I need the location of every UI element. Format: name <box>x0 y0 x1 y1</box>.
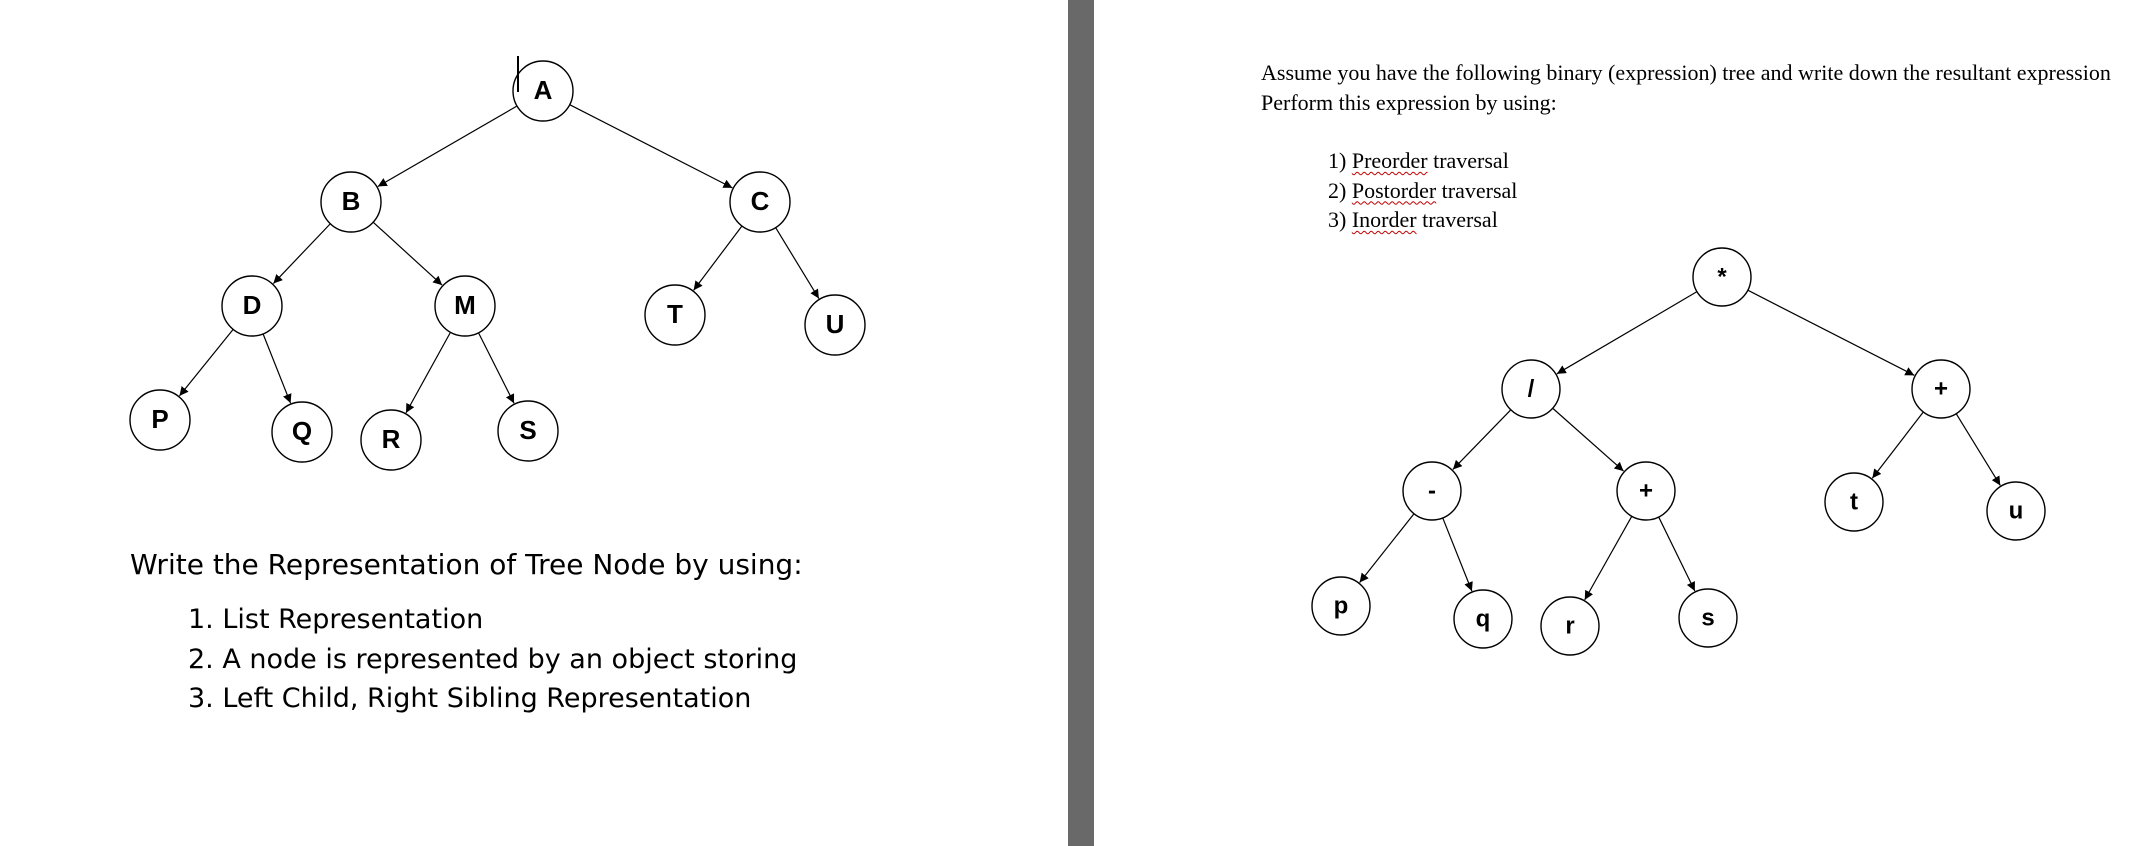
tree-node <box>1502 360 1560 418</box>
node-label: S <box>519 414 537 445</box>
node-label: B <box>341 185 361 216</box>
tree-edge <box>373 222 442 285</box>
node-label: + <box>1933 375 1949 403</box>
tree-edge <box>263 334 291 403</box>
right-page <box>1094 0 2140 846</box>
tree-edge <box>1557 292 1697 374</box>
tree-edge <box>1748 290 1914 375</box>
list-item <box>188 602 797 642</box>
expression-tree-prompt: Assume you have the following binary (expression) tree and write down the resultant expression Perform this expression by using: <box>1261 60 2111 115</box>
node-label: A <box>533 74 553 105</box>
item-number: 3. <box>188 683 214 714</box>
tree-node <box>498 401 558 461</box>
tree-edge <box>378 106 517 186</box>
tree-node <box>1912 360 1970 418</box>
node-label: t <box>1850 488 1858 516</box>
tree-edge <box>694 226 742 290</box>
node-label: D <box>242 289 262 320</box>
item-number: 2. <box>188 643 214 675</box>
item-text: List Representation <box>222 604 484 635</box>
node-label: p <box>1333 592 1349 620</box>
left-page <box>0 0 1068 846</box>
tree-node <box>130 390 190 450</box>
spellcheck-word[interactable]: Preorder <box>1351 148 1428 173</box>
tree-node <box>1312 577 1370 635</box>
node-label: C <box>750 185 770 216</box>
item-number: 1) <box>1328 148 1347 173</box>
tree-edge <box>1956 414 2000 486</box>
item-text: traversal <box>1422 207 1498 232</box>
tree-edge <box>1585 516 1632 600</box>
node-label: / <box>1527 375 1535 403</box>
tree-edge <box>776 228 819 299</box>
tree-node <box>1825 473 1883 531</box>
node-label: r <box>1565 612 1575 640</box>
item-number: 3) <box>1328 207 1347 232</box>
node-label: u <box>2008 497 2024 525</box>
item-number: 1. <box>188 604 214 635</box>
node-label: * <box>1717 263 1727 291</box>
node-label: Q <box>291 415 313 446</box>
tree-edge <box>1453 410 1511 470</box>
node-label: T <box>667 298 683 329</box>
tree-node <box>1541 597 1599 655</box>
text-cursor <box>517 56 519 92</box>
list-item <box>188 642 797 682</box>
tree-node <box>1617 462 1675 520</box>
node-label: + <box>1638 477 1654 505</box>
expression-tree-diagram <box>1094 0 2140 680</box>
tree-node <box>730 172 790 232</box>
node-label: - <box>1428 477 1436 505</box>
tree-node <box>1403 462 1461 520</box>
tree-edge <box>273 224 330 284</box>
tree-node <box>645 285 705 345</box>
tree-edge <box>1872 412 1923 478</box>
spellcheck-word[interactable]: Postorder <box>1351 177 1437 203</box>
tree-node <box>1693 248 1751 306</box>
list-item <box>188 681 797 721</box>
spellcheck-word[interactable]: Inorder <box>1351 207 1417 232</box>
tree-node <box>272 402 332 462</box>
node-label: q <box>1475 605 1491 633</box>
page-divider <box>1068 0 1094 846</box>
tree-node <box>361 410 421 470</box>
tree-node <box>222 276 282 336</box>
item-number: 2) <box>1328 177 1347 203</box>
node-label: U <box>825 308 845 339</box>
tree-node <box>805 295 865 355</box>
tree-edge <box>1443 518 1472 591</box>
node-label: s <box>1701 604 1715 632</box>
tree-edge <box>1360 514 1414 583</box>
node-label: P <box>151 403 169 434</box>
tree-node <box>1454 590 1512 648</box>
item-text: traversal <box>1441 177 1518 203</box>
tree-edge <box>479 333 515 404</box>
node-label: M <box>454 289 476 320</box>
tree-node <box>1679 589 1737 647</box>
node-label: R <box>381 423 401 454</box>
item-text: A node is represented by an object storing <box>222 643 798 675</box>
representation-list <box>188 602 797 721</box>
tree-edge <box>179 329 233 396</box>
tree-node <box>1987 482 2045 540</box>
tree-node <box>435 276 495 336</box>
letter-tree-diagram <box>0 0 1068 520</box>
item-text: traversal <box>1433 148 1509 173</box>
tree-node <box>321 172 381 232</box>
tree-node <box>513 61 573 121</box>
item-text: Left Child, Right Sibling Representation <box>222 683 752 714</box>
tree-edge <box>406 332 451 413</box>
tree-edge <box>570 105 733 188</box>
tree-edge <box>1553 408 1624 471</box>
tree-edge <box>1659 517 1695 591</box>
representation-prompt: Write the Representation of Tree Node by using: <box>130 548 803 581</box>
